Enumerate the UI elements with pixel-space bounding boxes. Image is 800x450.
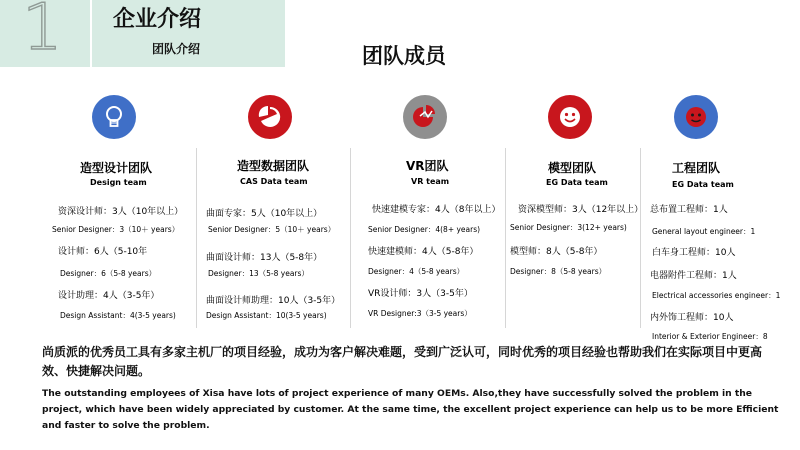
team-detail: 设计师：6人（5-10年 [58, 247, 148, 257]
summary-paragraph-cn: 尚质派的优秀员工具有多家主机厂的项目经验，成功为客户解决难题，受到广泛认可，同时优秀的项目经验也帮助我们在实际项目中更高效、快捷解决问题。 [42, 345, 763, 378]
team-detail: Senior Designer：5（10＋ years） [208, 225, 336, 234]
team-name-design: 造型设计团队 [80, 161, 153, 175]
summary-paragraph-en: The outstanding employees of Xisa have lots of project experience of many OEMs. Also,they have successfully solved the problem in the project, which have been widely appreciated by customer. At the same time, the excellent project experience can help us to be more Efficient and faster to solve the problem. [42, 388, 779, 431]
team-detail: Designer：8（5-8 years） [510, 267, 607, 276]
column-divider [196, 148, 197, 328]
team-detail: 内外饰工程师：10人 [650, 313, 734, 323]
team-name-vr: VR团队 [406, 159, 449, 173]
team-detail: Senior Designer：3(12+ years) [510, 223, 627, 232]
team-detail: Design Assistant：10(3-5 years) [206, 311, 327, 320]
team-detail: Designer：13（5-8 years） [208, 269, 309, 278]
section-number: 1 [22, 0, 63, 65]
team-detail: 电器附件工程师：1人 [650, 271, 737, 281]
team-detail: 曲面设计师：13人（5-8年） [206, 253, 323, 263]
section-subtitle: 团队介绍 [152, 42, 201, 56]
column-divider [350, 148, 351, 328]
page-title: 团队成员 [362, 44, 446, 68]
team-detail: 快速建模师：4人（5-8年） [368, 247, 479, 257]
team-detail: Interior & Exterior Engineer：8 [652, 332, 768, 341]
team-en-vr: VR team [411, 177, 450, 186]
team-detail: 资深模型师：3人（12年以上） [518, 205, 644, 215]
team-en-design: Design team [90, 178, 147, 187]
team-detail: Senior Designer：4(8+ years) [368, 225, 481, 234]
team-en-cas: CAS Data team [240, 177, 308, 186]
team-detail: 白车身工程师：10人 [652, 248, 736, 258]
team-detail: 曲面设计师助理：10人（3-5年） [206, 296, 341, 306]
team-detail: 设计助理：4人（3-5年） [58, 291, 160, 301]
team-detail: 快速建模专家：4人（8年以上） [372, 205, 501, 215]
divider [90, 0, 92, 67]
team-detail: 总布置工程师：1人 [650, 205, 728, 215]
team-name-model: 模型团队 [548, 161, 597, 175]
team-en-eng: EG Data team [672, 180, 734, 189]
team-detail: Designer：4（5-8 years） [368, 267, 465, 276]
team-detail: General layout engineer：1 [652, 227, 756, 236]
team-en-model: EG Data team [546, 178, 608, 187]
team-detail: Electrical accessories engineer：1 [652, 291, 781, 300]
team-detail: Design Assistant：4(3-5 years) [60, 311, 176, 320]
team-detail: 资深设计师：3人（10年以上） [58, 207, 184, 217]
face-icon [674, 95, 718, 139]
chart-icon [403, 95, 447, 139]
team-detail: VR设计师：3人（3-5年） [368, 289, 473, 299]
column-divider [640, 148, 641, 328]
lightbulb-icon [92, 95, 136, 139]
pie-chart-icon [248, 95, 292, 139]
team-name-cas: 造型数据团队 [237, 159, 310, 173]
team-detail: Designer：6（5-8 years） [60, 269, 157, 278]
team-detail: 模型师：8人（5-8年） [510, 247, 603, 257]
team-detail: Senior Designer：3（10＋ years） [52, 225, 180, 234]
section-title: 企业介绍 [113, 7, 202, 32]
smiley-icon [548, 95, 592, 139]
team-detail: VR Designer:3（3-5 years） [368, 309, 472, 318]
team-detail: 曲面专家：5人（10年以上） [206, 209, 323, 219]
column-divider [505, 148, 506, 328]
team-name-eng: 工程团队 [672, 161, 721, 175]
